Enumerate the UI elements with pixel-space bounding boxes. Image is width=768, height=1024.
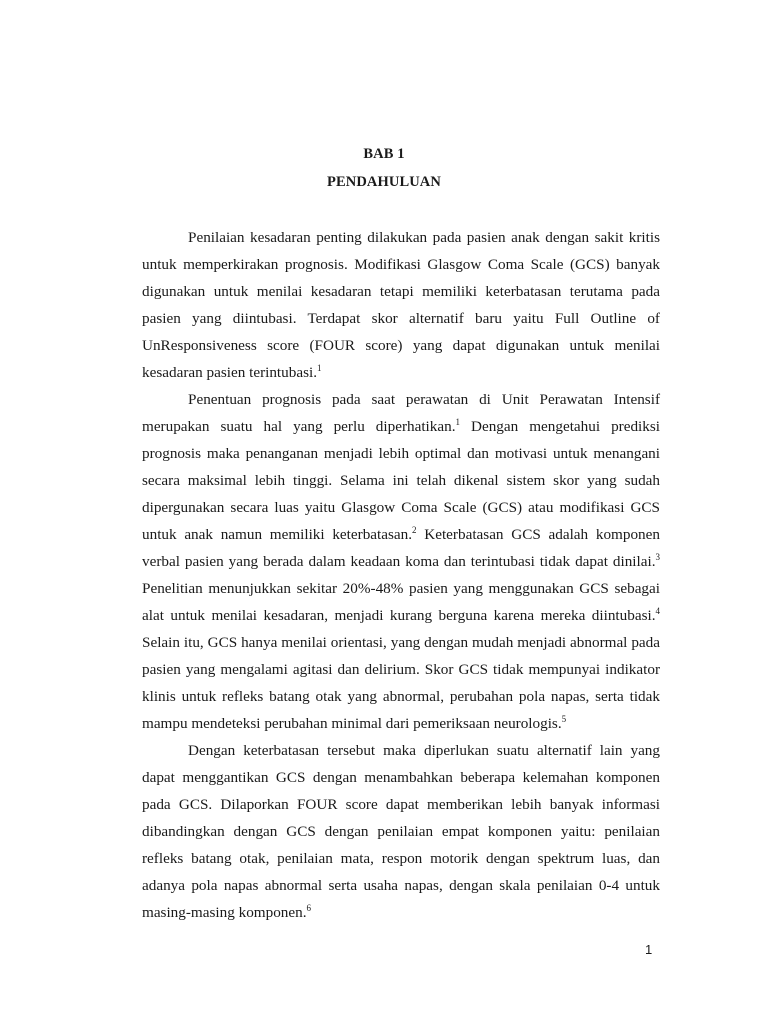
paragraph-text: Dengan mengetahui prediksi prognosis maka penanganan menjadi lebih optimal dan motivasi untuk menangani secara maksimal lebih tinggi. Selama ini telah dikenal sistem skor yang sudah dipergunakan secara luas yaitu Glasgow Coma Scale (GCS) atau modifikasi GCS untuk anak namun memiliki keterbatasan.	[142, 418, 660, 543]
citation-ref: 1	[455, 417, 460, 427]
citation-ref: 1	[317, 363, 322, 373]
paragraph-text: Selain itu, GCS hanya menilai orientasi, yang dengan mudah menjadi abnormal pada pasien yang mengalami agitasi dan delirium. Skor GCS tidak mempunyai indikator klinis untuk refleks batang otak yang abnormal, perubahan pola napas, serta tidak mampu mendeteksi perubahan minimal dari pemeriksaan neurologis.	[142, 634, 660, 732]
paragraph-text: Dengan keterbatasan tersebut maka diperlukan suatu alternatif lain yang dapat menggantikan GCS dengan menambahkan beberapa kelemahan komponen pada GCS. Dilaporkan FOUR score dapat memberikan lebih banyak informasi dibandingkan dengan GCS dengan penilaian empat komponen yaitu: penilaian refleks batang otak, penilaian mata, respon motorik dengan spektrum luas, dan adanya pola napas abnormal serta usaha napas, dengan skala penilaian 0-4 untuk masing-masing komponen.	[142, 742, 660, 921]
paragraph-3	[142, 737, 660, 926]
citation-ref: 5	[561, 714, 567, 724]
chapter-heading: BAB 1	[363, 146, 405, 162]
citation-ref: 6	[306, 903, 312, 913]
citation-ref: 4	[655, 606, 660, 616]
chapter-title: PENDAHULUAN	[327, 174, 441, 190]
paragraph-text: Penilaian kesadaran penting dilakukan pada pasien anak dengan sakit kritis untuk memperkirakan prognosis. Modifikasi Glasgow Coma Scale (GCS) banyak digunakan untuk menilai kesadaran tetapi memiliki keterbatasan terutama pada pasien yang diintubasi. Terdapat skor alternatif baru yaitu Full Outline of UnResponsiveness score (FOUR score) yang dapat digunakan untuk menilai kesadaran pasien terintubasi.	[142, 229, 660, 381]
paragraph-1	[142, 224, 660, 386]
body-text	[142, 224, 660, 926]
citation-ref: 3	[655, 552, 660, 562]
paragraph-text: Penelitian menunjukkan sekitar 20%-48% pasien yang menggunakan GCS sebagai alat untuk menilai kesadaran, menjadi kurang berguna karena mereka diintubasi.	[142, 580, 660, 624]
paragraph-text: Penentuan prognosis pada saat perawatan di Unit Perawatan Intensif merupakan suatu hal yang perlu diperhatikan.	[142, 391, 660, 435]
paragraph-2	[142, 386, 660, 737]
citation-ref: 2	[412, 525, 417, 535]
page-number: 1	[645, 942, 653, 957]
paragraph-text: Keterbatasan GCS adalah komponen verbal pasien yang berada dalam keadaan koma dan terintubasi tidak dapat dinilai.	[142, 526, 660, 570]
